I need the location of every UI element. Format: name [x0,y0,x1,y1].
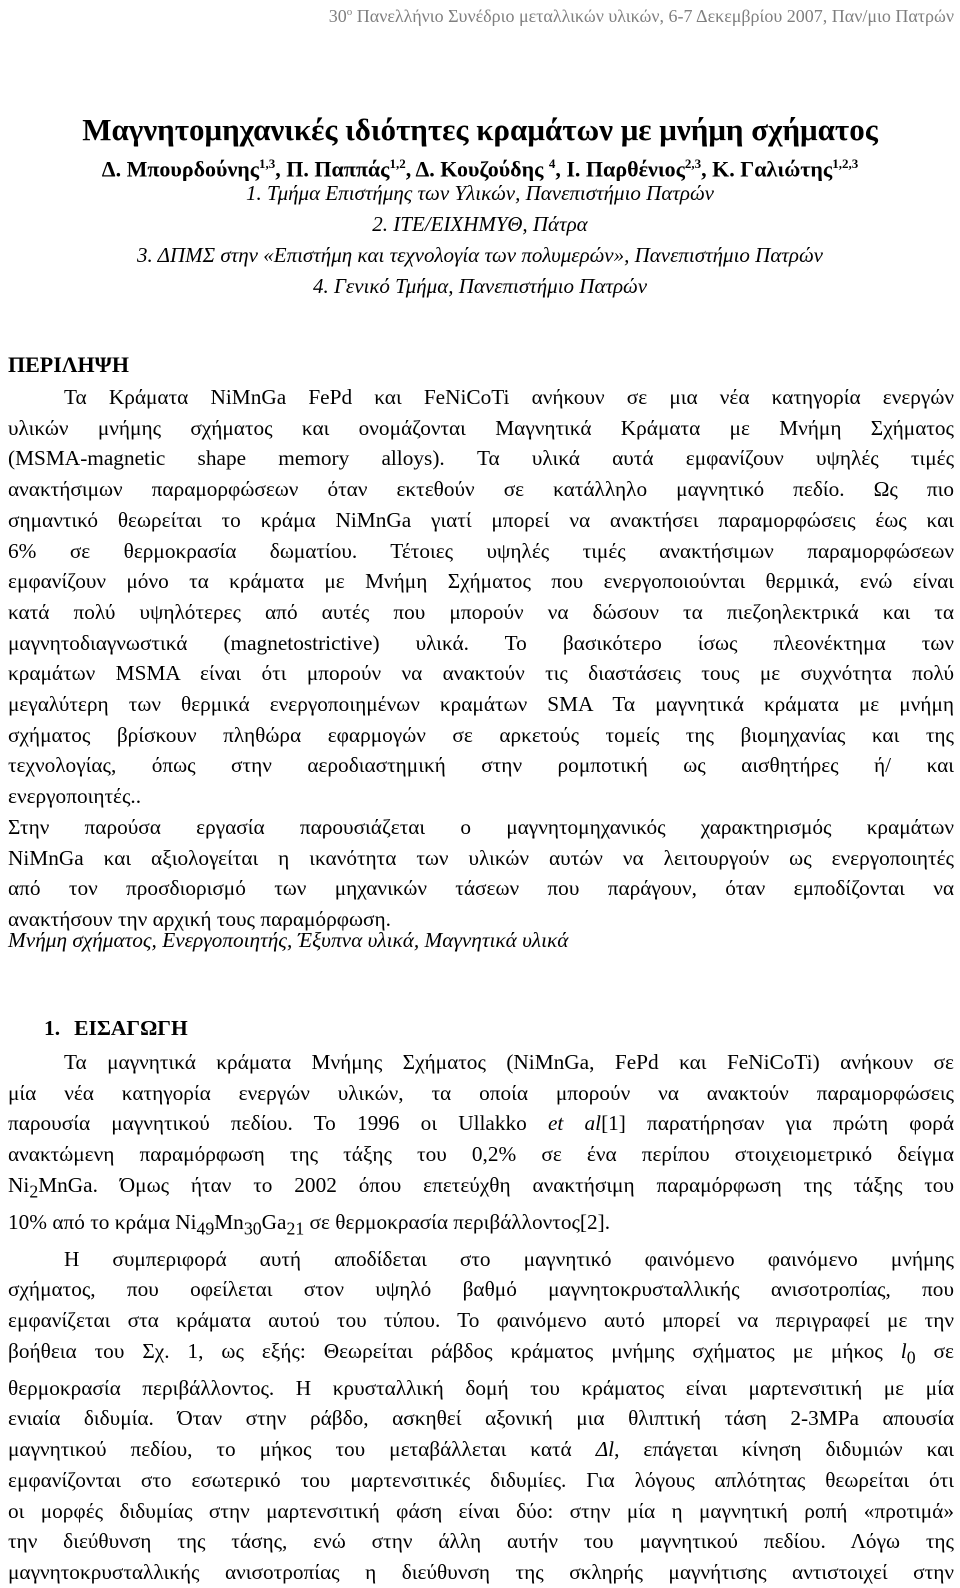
subscript: 0 [906,1347,916,1368]
abstract-line: NiMnGa και αξιολογείται η ικανότητα των υλικών αυτών να λειτουργούν ως ενεργοποιητές [8,845,954,870]
abstract-line: σχήματος βρίσκουν πληθώρα εφαρμογών σε αρκετούς τομείς της βιομηχανίας και της [8,722,954,747]
author: Κ. Γαλιώτης [712,156,833,182]
intro-line: Η συμπεριφορά αυτή αποδίδεται στο μαγνητικό φαινόμενο φαινόμενο μνήμης [64,1246,954,1271]
text-run: παρουσία μαγνητικού πεδίου. Το 1996 οι Ullakko [8,1111,527,1136]
running-header [329,6,954,27]
abstract-line: τεχνολογίας, όπως στην αεροδιαστημική στην ρομποτική ως αισθητήρες ή/ και [8,753,954,778]
intro-line: μαγνητοκρυσταλλικής ανισοτροπίας η διεύθυνση της σκληρής μαγνήτισης αντιστοιχεί στην [8,1560,954,1584]
text-run: σε θερμοκρασία περιβάλλοντος[2]. [304,1209,611,1234]
paper-title: Μαγνητομηχανικές ιδιότητες κραμάτων με μνήμη σχήματος [82,112,878,147]
abstract-line: κατά πολύ υψηλότερες από αυτές που μπορούν να δώσουν τα πιεζοηλεκτρικά και τα [8,599,954,624]
abstract-line: (MSMA-magnetic shape memory alloys). Τα υλικά αυτά εμφανίζουν υψηλές τιμές [8,446,954,471]
intro-line [8,1336,954,1373]
affiliation: 2. ΙΤΕ/ΕΙΧΗΜΥΘ, Πάτρα [372,212,588,236]
abstract-line: ανακτήσουν την αρχική τους παραμόρφωση. [8,906,391,931]
text-run: , επάγεται κίνηση διδυμιών και [614,1437,954,1462]
abstract-line: Τα Κράματα NiMnGa FePd και FeNiCoTi ανήκουν σε μια νέα κατηγορία ενεργών [64,385,954,409]
header-text: Πανελλήνιο Συνέδριο μεταλλικών υλικών, 6-7 Δεκεμβρίου 2007, Παν/μιο Πατρών [352,6,954,26]
intro-line [8,1434,954,1465]
author-list: Δ. Μπουρδούνης$^{1,3}$, Π. Παππάς$^{1,2}$, Δ. Κουζούδης $^4$, Ι. Παρθένιος$^{2,3}$, Κ. Γαλιώτης$^{1,2,3}$ [101,156,859,182]
section-title: ΕΙΣΑΓΩΓΗ [74,1016,188,1040]
author-affil-sup: 4 [548,156,556,171]
text-run: MnGa. Όμως ήταν το 2002 όπου επετεύχθη ανακτήσιμη παραμόρφωση της τάξης του [38,1172,954,1197]
variable: Δl [595,1437,615,1462]
intro-line: την διεύθυνση της τάσης, ενώ στην άλλη αυτήν του μαγνητικού πεδίου. Λόγω της [8,1529,954,1554]
subscript: 2 [29,1181,39,1202]
abstract-body [8,382,954,935]
intro-line [8,1170,954,1207]
abstract-line: Στην παρούσα εργασία παρουσιάζεται ο μαγνητομηχανικός χαρακτηρισμός κραμάτων [8,814,954,839]
author: Ι. Παρθένιος [566,156,685,182]
abstract-heading: ΠΕΡΙΛΗΨΗ [8,352,129,377]
intro-line: οι μορφές διδυμίας στην μαρτενσιτική φάση είναι δύο: στην μία η μαγνητική ροπή «προτιμά» [8,1498,954,1523]
intro-line: σχήματος, που οφείλεται στον υψηλό βαθμό μαγνητοκρυσταλλικής ανισοτροπίας, που [8,1277,954,1302]
abstract-line: 6% σε θερμοκρασία δωματίου. Τέτοιες υψηλές τιμές ανακτήσιμων παραμορφώσεων [8,538,954,563]
text-run: [1] παρατήρησαν για πρώτη φορά [601,1111,954,1136]
author-affil-sup: 1,2,3 [832,156,859,171]
abstract-line: ενεργοποιητές.. [8,784,142,809]
affiliation: 3. ΔΠΜΣ στην «Επιστήμη και τεχνολογία των πολυμερών», Πανεπιστήμιο Πατρών [137,243,823,267]
intro-line: εμφανίζονται στο εσωτερικό του μαρτενσιτικές διδυμίες. Για λόγους απλότητας θεωρείται ότι [8,1467,954,1492]
affiliation-list [0,178,960,302]
subscript: 21 [286,1218,305,1239]
affiliation: 1. Τμήμα Επιστήμης των Υλικών, Πανεπιστήμιο Πατρών [246,181,714,205]
header-sup: ο [346,6,353,18]
intro-line: θερμοκρασία περιβάλλοντος. Η κρυσταλλική δομή του κράματος είναι μαρτενσιτική με μία [8,1375,954,1400]
text-run: σε [915,1338,954,1363]
abstract-line: σημαντικό θεωρείται το κράμα NiMnGa γιατί μπορεί να ανακτήσει παραμορφώσεις έως και [8,507,954,532]
intro-line: εμφανίζεται στα κράματα αυτού του τύπου. Το φαινόμενο αυτό μπορεί να περιγραφεί με την [8,1308,954,1333]
intro-line: ενιαία διδυμία. Όταν στην ράβδο, ασκηθεί αξονική μια θλιπτική τάση 2-3MPa απουσία [8,1406,954,1431]
intro-body [8,1047,954,1588]
text-run-italic: et al [547,1111,602,1136]
abstract-line: μεγαλύτερη των θερμικά ενεργοποιημένων κραμάτων SMA Τα μαγνητικά κράματα με μνήμη [8,692,954,717]
abstract-line: από τον προσδιορισμό των μηχανικών τάσεων που παράγουν, όταν εμποδίζονται να [8,876,954,901]
text-run: Mn [214,1209,244,1234]
text-run: βοήθεια του Σχ. 1, ως εξής: Θεωρείται ράβδος κράματος μνήμης σχήματος με μήκος [8,1338,883,1363]
abstract-line: υλικών μνήμης σχήματος και ονομάζονται Μαγνητικά Κράματα με Μνήμη Σχήματος [8,415,954,440]
text-run: μαγνητικού πεδίου, το μήκος του μεταβάλλεται κατά [8,1437,572,1462]
text-run: 10% από το κράμα Ni [8,1209,197,1234]
abstract-line: κραμάτων MSMA είναι ότι μπορούν να ανακτούν τις διαστάσεις τους με συχνότητα πολύ [8,661,954,686]
intro-line: Τα μαγνητικά κράματα Μνήμης Σχήματος (NiMnGa, FePd και FeNiCoTi) ανήκουν σε [64,1050,954,1074]
subscript: 30 [243,1218,262,1239]
abstract-line: ανακτήσιμων παραμορφώσεων όταν εκτεθούν σε κατάλληλο μαγνητικό πεδίο. Ως πιο [8,477,954,502]
subscript: 49 [196,1218,215,1239]
text-run: Ga [261,1209,287,1234]
intro-line: μία νέα κατηγορία ενεργών υλικών, τα οποία μπορούν να ανακτούν παραμορφώσεις [8,1080,954,1105]
keywords: Μνήμη σχήματος, Ενεργοποιητής, Έξυπνα υλικά, Μαγνητικά υλικά [8,928,569,952]
abstract-line: εμφανίζουν μόνο τα κράματα με Μνήμη Σχήματος που ενεργοποιούνται θερμικά, ενώ είναι [8,569,954,594]
author: Δ. Μπουρδούνης [101,156,260,182]
text-run: Ni [8,1172,30,1197]
author-affil-sup: 1,2 [389,156,406,171]
header-prefix: 30 [328,6,347,26]
abstract-line: μαγνητοδιαγνωστικά (magnetostrictive) υλικά. Το βασικότερο ίσως πλεονέκτημα των [8,630,954,655]
intro-line: ανακτώμενη παραμόρφωση της τάξης του 0,2% σε ένα περίπου στοιχειομετρικό δείγμα [8,1142,954,1167]
section-heading [44,1016,188,1041]
intro-line [8,1108,954,1139]
affiliation: 4. Γενικό Τμήμα, Πανεπιστήμιο Πατρών [312,274,648,298]
author-affil-sup: 1,3 [259,156,276,171]
intro-line [8,1207,954,1244]
author: Π. Παππάς [286,156,390,182]
variable: l [900,1338,907,1363]
author: Δ. Κουζούδης [415,156,544,182]
author-affil-sup: 2,3 [684,156,702,171]
section-number: 1. [44,1016,61,1040]
